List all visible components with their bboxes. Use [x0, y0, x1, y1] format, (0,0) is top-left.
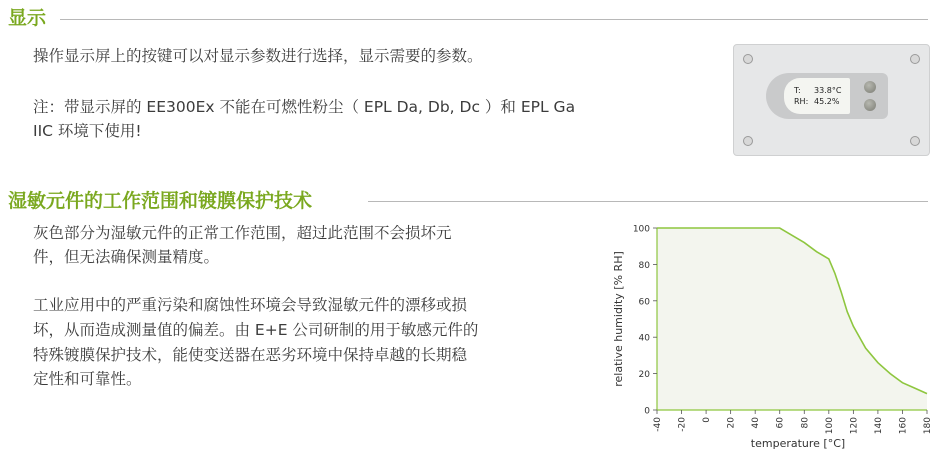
range-text-line-1: 灰色部分为湿敏元件的正常工作范围，超过此范围不会损坏元 — [33, 224, 452, 242]
section-heading-sensor-range: 湿敏元件的工作范围和镀膜保护技术 — [8, 190, 313, 212]
screw-icon — [743, 136, 753, 146]
y-tick-label: 40 — [638, 333, 650, 344]
x-tick-label: 140 — [873, 417, 884, 435]
y-tick-label: 60 — [638, 297, 650, 308]
lcd-temp-value: 33.8°C — [814, 86, 842, 95]
lcd-rh-label: RH: — [794, 97, 809, 106]
device-button-up — [864, 81, 876, 93]
working-range-area — [657, 228, 927, 410]
x-tick-label: -20 — [677, 417, 688, 432]
x-tick-label: 20 — [726, 417, 737, 429]
y-tick-label: 0 — [644, 406, 650, 417]
device-button-down — [864, 99, 876, 111]
screw-icon — [743, 54, 753, 64]
coating-text-line-3: 特殊镀膜保护技术，能使变送器在恶劣环境中保持卓越的长期稳 — [33, 346, 468, 364]
y-axis-label: relative humidity [% RH] — [612, 251, 625, 387]
heading-rule — [60, 19, 928, 20]
x-tick-label: 60 — [775, 417, 786, 429]
x-tick-label: 40 — [751, 417, 762, 429]
x-tick-label: 80 — [800, 417, 811, 429]
coating-text-line-4: 定性和可靠性。 — [33, 370, 142, 388]
note-line-2: IIC 环境下使用! — [33, 122, 142, 140]
lcd-rh-value: 45.2% — [814, 97, 840, 106]
note-line-1: 注：带显示屏的 EE300Ex 不能在可燃性粉尘（ EPL Da, Db, Dc ）和 EPL Ga — [33, 98, 576, 116]
lcd-temp-label: T: — [794, 86, 801, 95]
coating-text-line-1: 工业应用中的严重污染和腐蚀性环境会导致湿敏元件的漂移或损 — [33, 296, 468, 314]
lcd-screen — [784, 78, 850, 114]
coating-text-line-2: 坏，从而造成测量值的偏差。由 E+E 公司研制的用于敏感元件的 — [33, 321, 479, 339]
section-heading-display: 显示 — [8, 7, 47, 29]
x-tick-label: 160 — [898, 417, 909, 435]
x-tick-label: -40 — [653, 417, 663, 432]
y-tick-label: 20 — [638, 370, 650, 381]
y-tick-label: 100 — [632, 224, 650, 235]
x-tick-label: 120 — [849, 417, 860, 435]
transmitter-display-image — [733, 44, 930, 156]
x-axis-label: temperature [°C] — [750, 437, 846, 450]
display-description: 操作显示屏上的按键可以对显示参数进行选择，显示需要的参数。 — [33, 47, 483, 65]
y-tick-label: 80 — [638, 260, 650, 271]
screw-icon — [910, 136, 920, 146]
x-tick-label: 180 — [923, 417, 933, 435]
heading-rule — [368, 201, 928, 202]
display-bezel — [766, 73, 888, 119]
screw-icon — [910, 54, 920, 64]
x-tick-label: 100 — [824, 417, 835, 435]
range-text-line-2: 件，但无法确保测量精度。 — [33, 248, 220, 266]
working-range-chart — [604, 212, 938, 452]
x-tick-label: 0 — [702, 417, 713, 423]
